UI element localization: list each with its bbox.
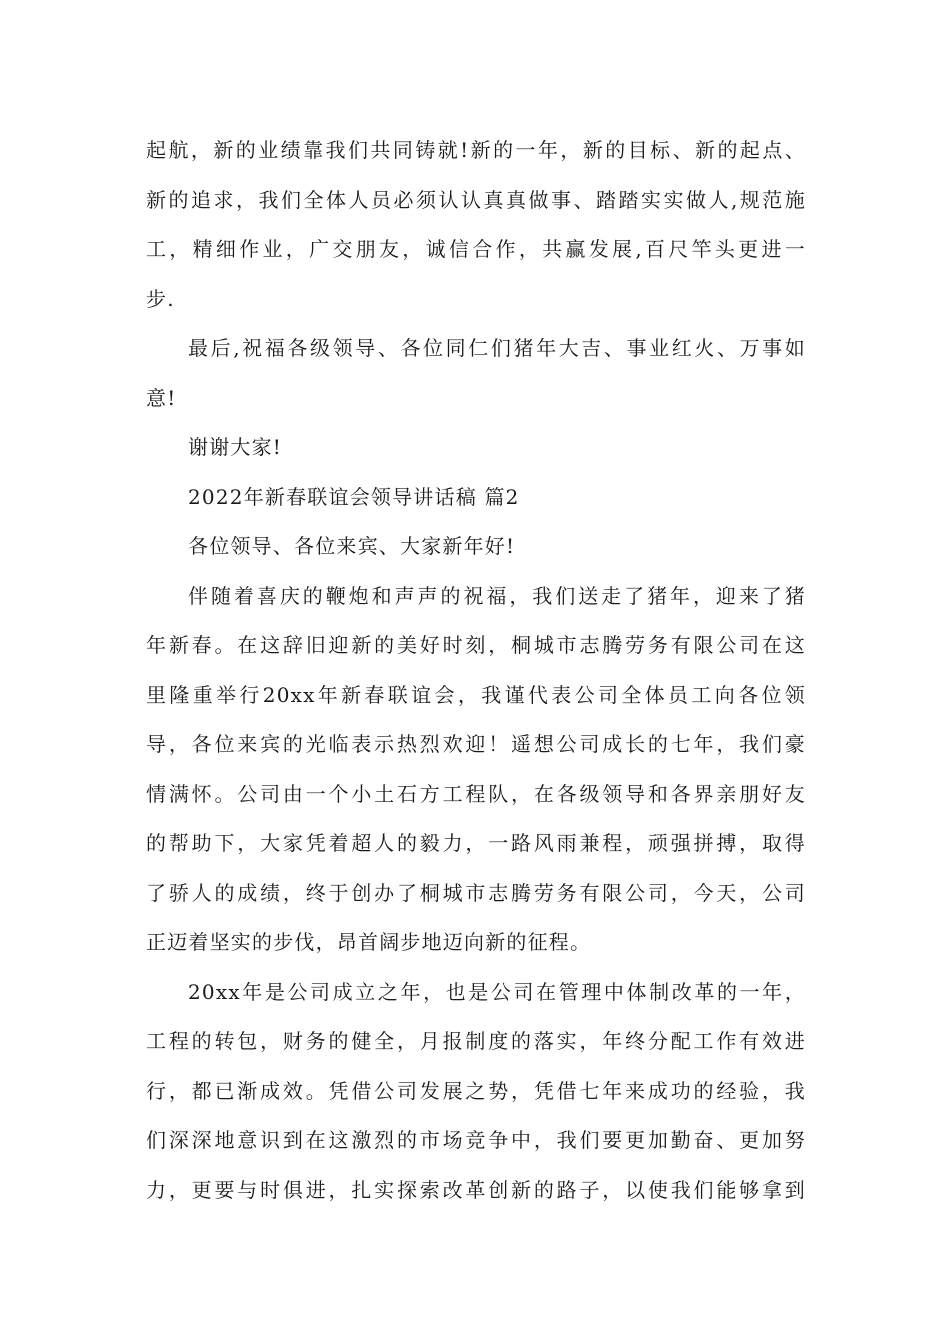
text-line: 了骄人的成绩，终于创办了桐城市志腾劳务有限公司，今天，公司 [146,880,806,905]
text-line: 意! [146,385,177,410]
document-body [146,126,806,1215]
text-line: 新的追求，我们全体人员必须认认真真做事、踏踏实实做人,规范施 [146,187,806,212]
text-line: 年新春。在这辞旧迎新的美好时刻，桐城市志腾劳务有限公司在这 [146,633,806,657]
text-line: 正迈着坚实的步伐，昂首阔步地迈向新的征程。 [146,930,592,954]
text-line: 力，更要与时俱进，扎实探索改革创新的路子，以使我们能够拿到 [146,1177,806,1202]
text-line: 的帮助下，大家凭着超人的毅力，一路风雨兼程，顽强拼搏，取得 [146,831,806,855]
section-heading: 2022年新春联谊会领导讲话稿 篇2 [188,484,520,509]
text-line: 导，各位来宾的光临表示热烈欢迎！遥想公司成长的七年，我们豪 [146,732,806,756]
text-line: 工程的转包，财务的健全，月报制度的落实，年终分配工作有效进 [146,1029,806,1053]
text-line: 们深深地意识到在这激烈的市场竞争中，我们要更加勤奋、更加努 [146,1128,806,1152]
text-line: 最后,祝福各级领导、各位同仁们猪年大吉、事业红火、万事如 [188,336,806,360]
text-line: 各位领导、各位来宾、大家新年好! [188,534,516,558]
text-line: 步. [146,286,175,311]
text-line: 工，精细作业，广交朋友，诚信合作，共赢发展,百尺竿头更进一 [146,237,806,261]
text-line: 情满怀。公司由一个小土石方工程队，在各级领导和各界亲朋好友 [146,781,806,806]
text-line: 里隆重举行20xx年新春联谊会，我谨代表公司全体员工向各位领 [146,682,806,707]
text-line: 行，都已渐成效。凭借公司发展之势，凭借七年来成功的经验，我 [146,1078,806,1103]
text-line: 起航，新的业绩靠我们共同铸就!新的一年，新的目标、新的起点、 [146,138,806,162]
text-line: 20xx年是公司成立之年，也是公司在管理中体制改革的一年， [188,979,806,1004]
text-line: 伴随着喜庆的鞭炮和声声的祝福，我们送走了猪年，迎来了猪 [188,583,806,608]
text-line: 谢谢大家! [188,435,283,459]
